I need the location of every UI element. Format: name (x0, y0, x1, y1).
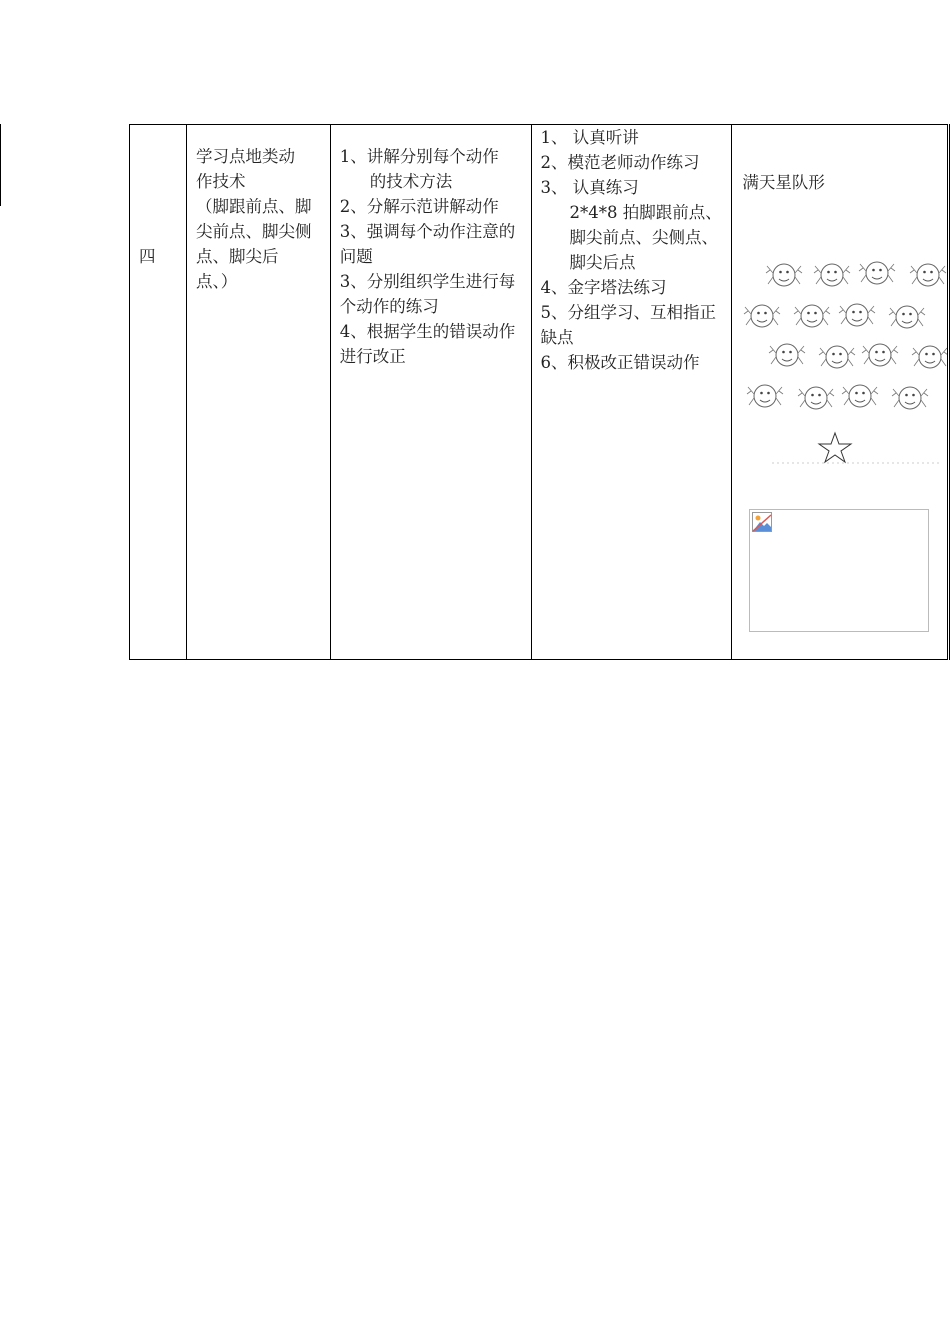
student-step-detail: 2*4*8 拍脚跟前点、脚尖前点、尖侧点、脚尖后点 (569, 203, 722, 272)
topic-detail-line: 尖前点、脚尖侧 (195, 222, 312, 241)
student-icon (910, 264, 946, 286)
topic-detail-line: （脚跟前点、脚 (195, 197, 312, 216)
student-step: 1、 认真听讲 (540, 128, 639, 147)
embedded-image-placeholder (749, 509, 929, 632)
student-step: 4、金字塔法练习 (540, 278, 667, 297)
student-icon (839, 304, 875, 326)
page-margin-line (0, 124, 1, 206)
student-icon (842, 385, 878, 407)
student-icon (798, 387, 834, 409)
student-step: 5、分组学习、互相指正缺点 (540, 303, 717, 347)
teacher-step: 3、强调每个动作注意的问题 (339, 222, 516, 266)
topic-title-line: 作技术 (195, 172, 246, 191)
student-icon (859, 262, 895, 284)
student-icon (744, 305, 780, 327)
teacher-method-cell (330, 125, 531, 660)
topic-detail-line: 点、） (195, 272, 238, 291)
broken-image-icon (752, 512, 772, 532)
student-activity-cell (531, 125, 732, 660)
student-step: 6、积极改正错误动作 (540, 353, 700, 372)
student-icon (766, 264, 802, 286)
organization-cell (732, 125, 949, 660)
student-icon (747, 385, 783, 407)
lesson-plan-table (129, 124, 950, 660)
student-icon (769, 344, 805, 366)
teacher-step: 1、讲解分别每个动作 的技术方法 (339, 147, 499, 191)
student-icon (819, 346, 855, 368)
student-icon (892, 387, 928, 409)
topic-title-line: 学习点地类动 (195, 147, 295, 166)
student-step: 3、 认真练习 (540, 178, 639, 197)
teacher-step: 4、根据学生的错误动作进行改正 (339, 322, 516, 366)
formation-title: 满天星队形 (742, 173, 825, 192)
teacher-step: 3、分别组织学生进行每个动作的练习 (339, 272, 516, 316)
table-row (130, 125, 949, 660)
student-icon (912, 346, 947, 368)
student-icon (794, 305, 830, 327)
student-icon (862, 344, 898, 366)
section-number: 四 (139, 247, 156, 266)
topic-cell (186, 125, 330, 660)
student-icon (814, 264, 850, 286)
student-icon (889, 306, 925, 328)
section-cell (130, 125, 187, 660)
teacher-star-icon (819, 433, 851, 462)
teacher-step: 2、分解示范讲解动作 (339, 197, 499, 216)
student-step: 2、模范老师动作练习 (540, 153, 700, 172)
topic-detail-line: 点、脚尖后 (195, 247, 279, 266)
